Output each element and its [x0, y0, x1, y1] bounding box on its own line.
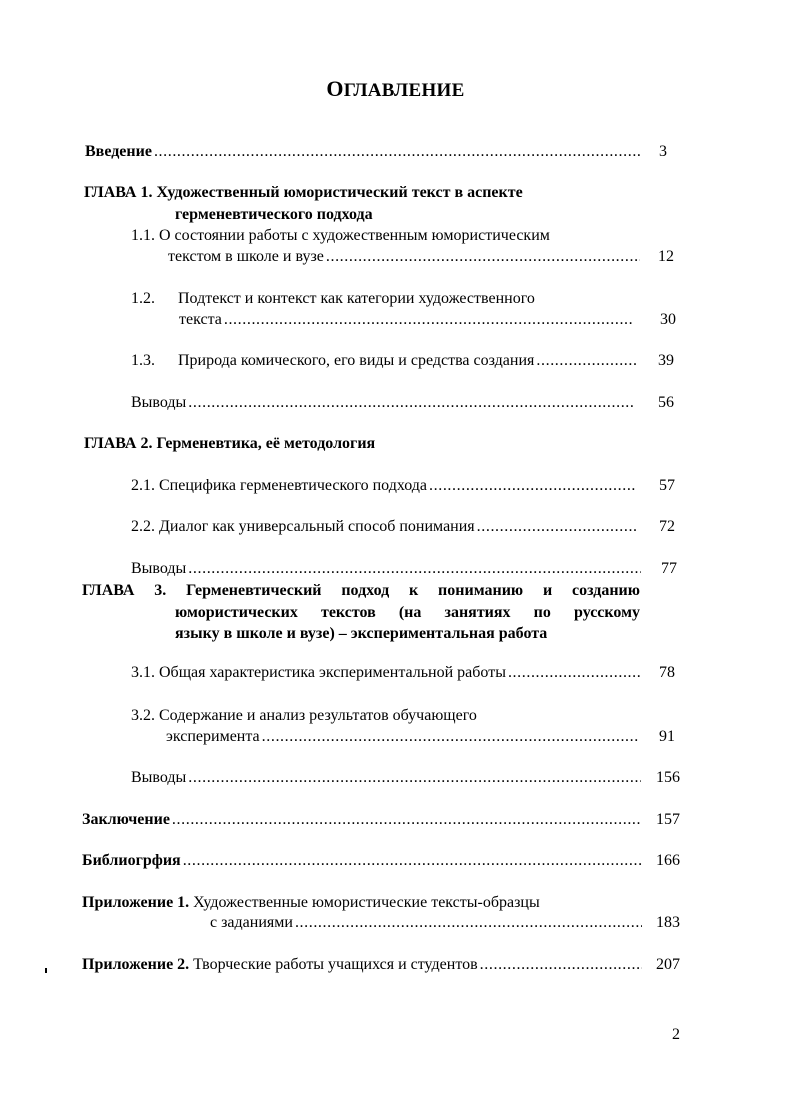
- page-number: 2: [672, 1026, 680, 1043]
- toc-entry-text: 1.1. О состоянии работы с художественным юмористическим: [131, 227, 550, 244]
- toc-entry-label: текстом в школе и вузе: [168, 248, 324, 265]
- dot-leader: [262, 728, 638, 746]
- toc-entry-label: 2.1. Специфика герменевтического подхода: [131, 477, 428, 494]
- toc-entry-label: Введение: [85, 143, 152, 160]
- toc-entry-label: Природа комического, его виды и средства создания: [178, 352, 535, 369]
- chapter-heading-cont: языку в школе и вузе) – экспериментальная работа: [175, 625, 548, 642]
- toc-page-number: 91: [659, 728, 675, 745]
- toc-entry-ch3-conclusions[interactable]: [131, 769, 643, 789]
- toc-entry-label: Выводы: [131, 560, 187, 577]
- dot-leader: [172, 811, 642, 829]
- dot-leader: [295, 914, 642, 932]
- dot-leader: [429, 477, 637, 495]
- toc-entry-appendix-2[interactable]: [82, 956, 644, 976]
- toc-entry-ch1-conclusions[interactable]: [131, 394, 636, 414]
- toc-page-number: 156: [656, 769, 680, 786]
- toc-entry-ch2-conclusions[interactable]: [131, 560, 643, 580]
- toc-entry-intro[interactable]: [85, 143, 642, 163]
- toc-entry-appendix-1[interactable]: [210, 914, 644, 934]
- toc-page-number: 57: [659, 477, 675, 494]
- appendix-label: Приложение 1.: [82, 894, 190, 911]
- toc-entry-label: Выводы: [131, 769, 187, 786]
- dot-leader: [188, 560, 641, 578]
- dot-leader: [326, 248, 640, 266]
- toc-page-number: 166: [656, 852, 680, 869]
- toc-page-number: 207: [656, 956, 680, 973]
- chapter-heading-cont: герменевтического подхода: [175, 206, 373, 223]
- toc-entry-3-1[interactable]: [131, 664, 643, 684]
- toc-entry-2-1[interactable]: [131, 477, 639, 497]
- toc-entry-label: текста: [179, 311, 222, 328]
- toc-page-number: 3: [659, 143, 667, 160]
- toc-entry-1-2[interactable]: [179, 311, 634, 331]
- toc-page-number: 39: [658, 352, 674, 369]
- toc-entry-label: Библиогрфия: [82, 852, 181, 869]
- toc-entry-label: эксперимента: [166, 728, 260, 745]
- toc-entry-2-2[interactable]: [131, 518, 639, 538]
- toc-entry-number: 1.2.: [131, 290, 155, 307]
- dot-leader: [536, 352, 636, 370]
- scan-speck: [45, 968, 47, 973]
- toc-entry-conclusion[interactable]: [82, 811, 644, 831]
- chapter-heading: ГЛАВА 2. Герменевтика, её методология: [84, 435, 376, 452]
- dot-leader: [224, 311, 632, 329]
- dot-leader: [188, 769, 641, 787]
- page-title: ОГЛАВЛЕНИЕ: [326, 76, 465, 101]
- toc-page-number: 183: [656, 914, 680, 931]
- toc-entry-text: Подтекст и контекст как категории художественного: [178, 290, 535, 307]
- toc-entry-1-1[interactable]: [168, 248, 642, 268]
- dot-leader: [480, 956, 642, 974]
- toc-entry-label: Заключение: [82, 811, 170, 828]
- appendix-title: Художественные юмористические тексты-образцы: [189, 894, 540, 911]
- toc-page-number: 56: [658, 394, 674, 411]
- toc-entry-label: 3.1. Общая характеристика экспериментальной работы: [131, 664, 506, 681]
- toc-page-number: 12: [658, 248, 674, 265]
- appendix-title: Творческие работы учащихся и студентов: [189, 956, 478, 973]
- toc-entry-label: 2.2. Диалог как универсальный способ понимания: [131, 518, 475, 535]
- appendix-label: Приложение 2.: [82, 956, 190, 973]
- toc-page-number: 30: [660, 311, 676, 328]
- toc-entry-text: 3.2. Содержание и анализ результатов обучающего: [131, 707, 477, 724]
- toc-entry-bibliography[interactable]: [82, 852, 644, 872]
- dot-leader: [508, 664, 641, 682]
- toc-entry-3-2[interactable]: [166, 728, 640, 748]
- toc-entry-label: с заданиями: [210, 914, 293, 931]
- toc-page-number: 157: [656, 811, 680, 828]
- toc-page-number: 72: [659, 518, 675, 535]
- toc-entry-label: Выводы: [131, 394, 187, 411]
- dot-leader: [188, 394, 634, 412]
- toc-entry-number: 1.3.: [131, 352, 155, 369]
- dot-leader: [477, 518, 637, 536]
- dot-leader: [154, 143, 640, 161]
- toc-page-number: 77: [661, 560, 677, 577]
- dot-leader: [183, 852, 642, 870]
- toc-entry-1-3[interactable]: [178, 352, 638, 372]
- toc-entry-text: [82, 894, 540, 912]
- chapter-heading: ГЛАВА 1. Художественный юмористический текст в аспекте: [84, 184, 523, 201]
- chapter-heading: ГЛАВА 3. Герменевтический подход к пониманию и созданию: [82, 582, 640, 599]
- chapter-heading-cont: юмористических текстов (на занятиях по русскому: [175, 604, 640, 621]
- toc-page-number: 78: [659, 664, 675, 681]
- toc-entry-label: [82, 956, 478, 974]
